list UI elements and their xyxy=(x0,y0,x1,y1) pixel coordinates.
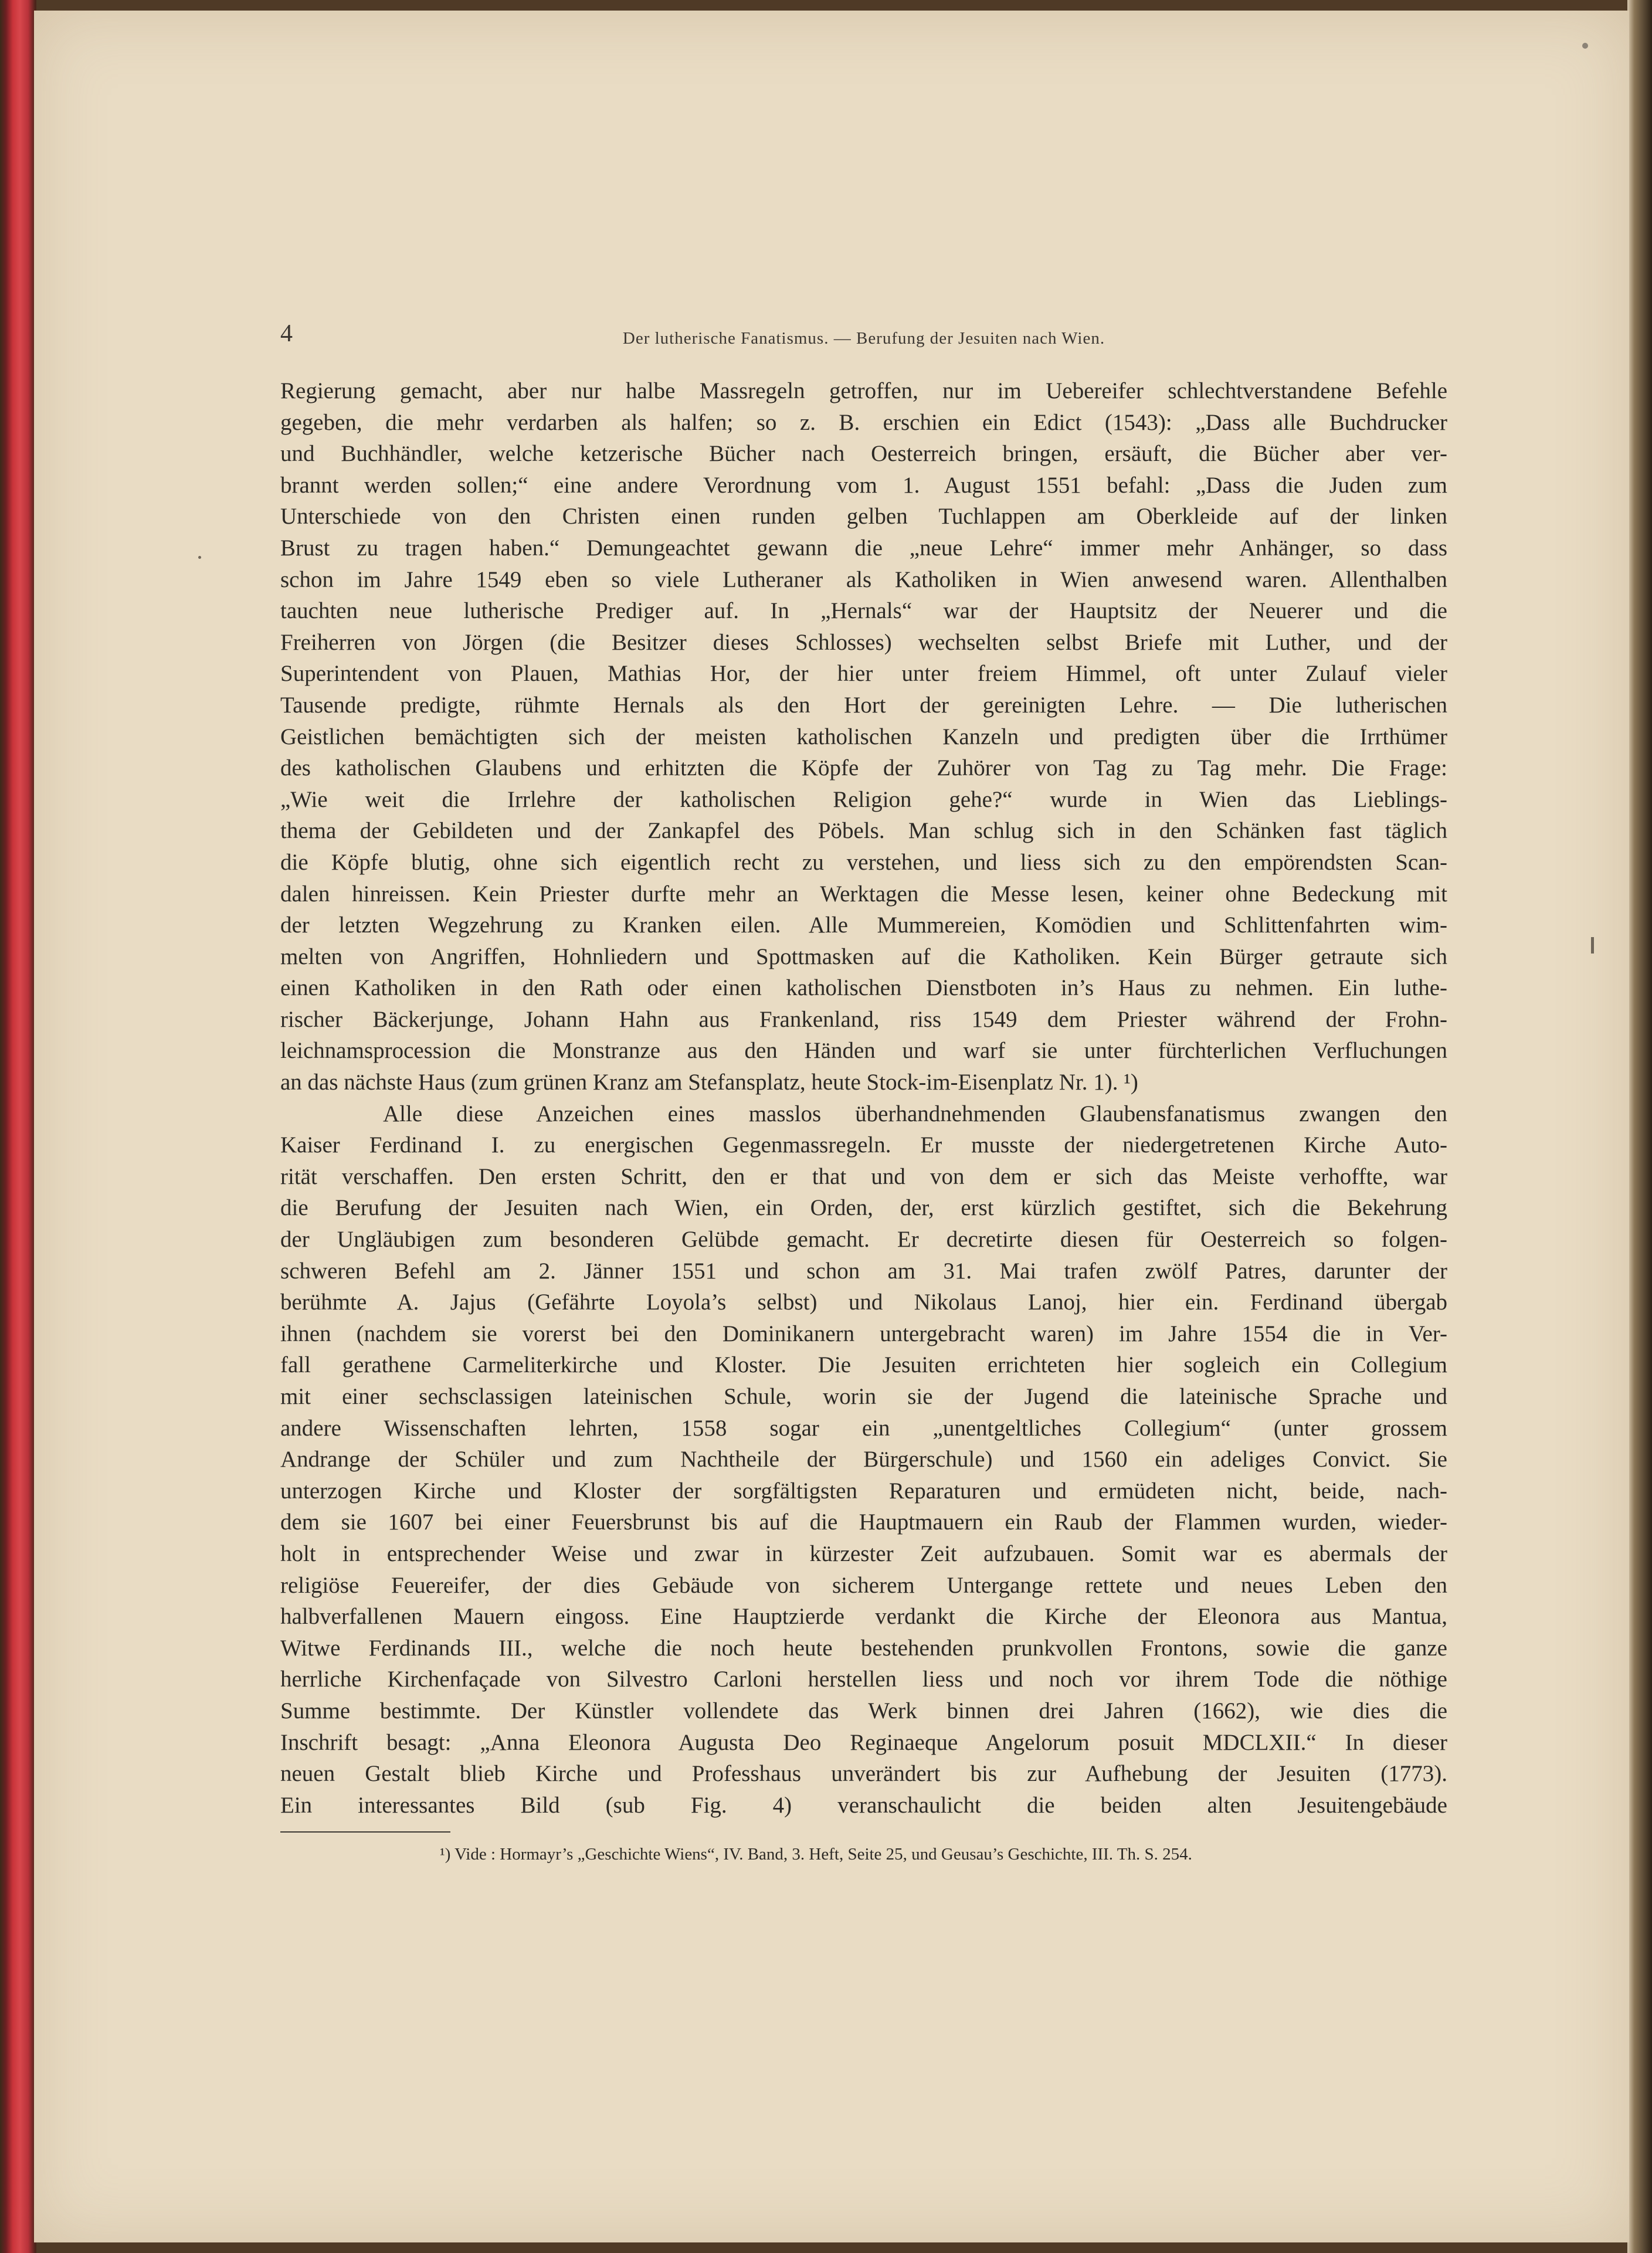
paper-speck xyxy=(1582,43,1588,49)
text-line: Inschrift besagt: „Anna Eleonora Augusta Deo Reginaeque Angelorum posuit MDCLXII.“ In dieser xyxy=(280,1729,1447,1755)
text-line: melten von Angriffen, Hohnliedern und Spottmasken auf die Katholiken. Kein Bürger getraute sich xyxy=(280,944,1447,969)
footnote-rule xyxy=(280,1831,450,1833)
text-line: Unterschiede von den Christen einen runden gelben Tuchlappen am Oberkleide auf der linken xyxy=(280,504,1447,530)
text-line: dalen hinreissen. Kein Priester durfte mehr an Werktagen die Messe lesen, keiner ohne Bedeckung mit xyxy=(280,881,1447,907)
text-line: holt in entsprechender Weise und zwar in kürzester Zeit aufzubauen. Somit war es abermals der xyxy=(280,1541,1447,1566)
text-line: „Wie weit die Irrlehre der katholischen Religion gehe?“ wurde in Wien das Lieblings- xyxy=(280,786,1447,812)
text-line: brannt werden sollen;“ eine andere Verordnung vom 1. August 1551 befahl: „Dass die Juden zum xyxy=(280,472,1447,498)
text-line: tauchten neue lutherische Prediger auf. In „Hernals“ war der Hauptsitz der Neuerer und die xyxy=(280,598,1447,624)
text-line: Geistlichen bemächtigten sich der meisten katholischen Kanzeln und predigten über die Irrthümer xyxy=(280,724,1447,749)
text-line: halbverfallenen Mauern eingoss. Eine Hauptzierde verdankt die Kirche der Eleonora aus Mantua, xyxy=(280,1604,1447,1630)
text-line: schon im Jahre 1549 eben so viele Lutheraner als Katholiken in Wien anwesend waren. Allenthalben xyxy=(280,566,1447,592)
text-line: ihnen (nachdem sie vorerst bei den Dominikanern untergebracht waren) im Jahre 1554 die in Ver- xyxy=(280,1321,1447,1346)
page-stack-edge xyxy=(1627,0,1652,2253)
text-line: Kaiser Ferdinand I. zu energischen Gegenmassregeln. Er musste der niedergetretenen Kirche Auto- xyxy=(280,1132,1447,1158)
book-spine-edge xyxy=(0,0,36,2253)
text-line: dem sie 1607 bei einer Feuersbrunst bis auf die Hauptmauern ein Raub der Flammen wurden, wieder- xyxy=(280,1509,1447,1535)
page-number: 4 xyxy=(280,320,293,347)
text-line: rität verschaffen. Den ersten Schritt, den er that und von dem er sich das Meiste verhoffte, war xyxy=(280,1163,1447,1189)
text-line: einen Katholiken in den Rath oder einen katholischen Dienstboten in’s Haus zu nehmen. Ein luthe- xyxy=(280,975,1447,1001)
text-line: rischer Bäckerjunge, Johann Hahn aus Frankenland, riss 1549 dem Priester während der Frohn- xyxy=(280,1006,1447,1032)
text-line: thema der Gebildeten und der Zankapfel des Pöbels. Man schlug sich in den Schänken fast täglich xyxy=(280,818,1447,844)
text-line: Ein interessantes Bild (sub Fig. 4) veranschaulicht die beiden alten Jesuitengebäude xyxy=(280,1792,1447,1818)
text-line: Summe bestimmte. Der Künstler vollendete das Werk binnen drei Jahren (1662), wie dies die xyxy=(280,1698,1447,1723)
text-line: neuen Gestalt blieb Kirche und Professhaus unverändert bis zur Aufhebung der Jesuiten (1773). xyxy=(280,1761,1447,1787)
text-line: die Berufung der Jesuiten nach Wien, ein Orden, der, erst kürzlich gestiftet, sich die Bekehrung xyxy=(280,1195,1447,1221)
text-line: schweren Befehl am 2. Jänner 1551 und schon am 31. Mai trafen zwölf Patres, darunter der xyxy=(280,1258,1447,1284)
text-line: des katholischen Glaubens und erhitzten die Köpfe der Zuhörer von Tag zu Tag mehr. Die Frage: xyxy=(280,755,1447,781)
page-header xyxy=(280,320,1447,355)
text-line: mit einer sechsclassigen lateinischen Schule, worin sie der Jugend die lateinische Sprache und xyxy=(280,1384,1447,1409)
text-line: Freiherren von Jörgen (die Besitzer dieses Schlosses) wechselten selbst Briefe mit Luther, und der xyxy=(280,629,1447,655)
text-line: berühmte A. Jajus (Gefährte Loyola’s selbst) und Nikolaus Lanoj, hier ein. Ferdinand übergab xyxy=(280,1290,1447,1315)
text-line: gegeben, die mehr verdarben als halfen; so z. B. erschien ein Edict (1543): „Dass alle Buchdrucker xyxy=(280,409,1447,435)
text-line: herrliche Kirchenfaçade von Silvestro Carloni herstellen liess und noch vor ihrem Tode die nöthige xyxy=(280,1667,1447,1692)
text-line: die Köpfe blutig, ohne sich eigentlich recht zu verstehen, und liess sich zu den empörendsten Scan- xyxy=(280,849,1447,875)
body-text xyxy=(280,375,1447,1821)
text-line: religiöse Feuereifer, der dies Gebäude von sicherem Untergange rettete und neues Leben den xyxy=(280,1572,1447,1598)
paper-speck xyxy=(1591,937,1594,954)
text-line: Superintendent von Plauen, Mathias Hor, der hier unter freiem Himmel, oft unter Zulauf vieler xyxy=(280,661,1447,687)
paper-speck xyxy=(198,556,201,559)
text-line: leichnamsprocession die Monstranze aus den Händen und warf sie unter fürchterlichen Verfluchungen xyxy=(280,1038,1447,1064)
running-title: Der lutherische Fanatismus. — Berufung der Jesuiten nach Wien. xyxy=(622,329,1105,348)
text-line: Regierung gemacht, aber nur halbe Massregeln getroffen, nur im Uebereifer schlechtverstandene Befehle xyxy=(280,378,1447,403)
text-line: an das nächste Haus (zum grünen Kranz am Stefansplatz, heute Stock-im-Eisenplatz Nr. 1). ¹) xyxy=(280,1070,1138,1095)
text-line: der letzten Wegzehrung zu Kranken eilen. Alle Mummereien, Komödien und Schlittenfahrten wim- xyxy=(280,912,1447,938)
text-line: Brust zu tragen haben.“ Demungeachtet gewann die „neue Lehre“ immer mehr Anhänger, so dass xyxy=(280,535,1447,561)
text-line: und Buchhändler, welche ketzerische Bücher nach Oesterreich bringen, ersäuft, die Bücher aber ver- xyxy=(280,441,1447,467)
text-line: Tausende predigte, rühmte Hernals als den Hort der gereinigten Lehre. — Die lutherischen xyxy=(280,692,1447,718)
text-line: Andrange der Schüler und zum Nachtheile der Bürgerschule) und 1560 ein adeliges Convict. Sie xyxy=(280,1447,1447,1472)
text-line: andere Wissenschaften lehrten, 1558 sogar ein „unentgeltliches Collegium“ (unter grossem xyxy=(280,1415,1447,1441)
footnote: ¹) Vide : Hormayr’s „Geschichte Wiens“, IV. Band, 3. Heft, Seite 25, und Geusau’s Geschichte, III. Th. S. 254. xyxy=(440,1845,1192,1864)
text-line: Alle diese Anzeichen eines masslos überhandnehmenden Glaubensfanatismus zwangen den xyxy=(383,1101,1447,1126)
text-line: der Ungläubigen zum besonderen Gelübde gemacht. Er decretirte diesen für Oesterreich so folgen- xyxy=(280,1227,1447,1253)
text-line: fall gerathene Carmeliterkirche und Kloster. Die Jesuiten errichteten hier sogleich ein Collegium xyxy=(280,1352,1447,1378)
text-line: Witwe Ferdinands III., welche die noch heute bestehenden prunkvollen Frontons, sowie die ganze xyxy=(280,1635,1447,1661)
text-line: unterzogen Kirche und Kloster der sorgfältigsten Reparaturen und ermüdeten nicht, beide, nach- xyxy=(280,1478,1447,1504)
